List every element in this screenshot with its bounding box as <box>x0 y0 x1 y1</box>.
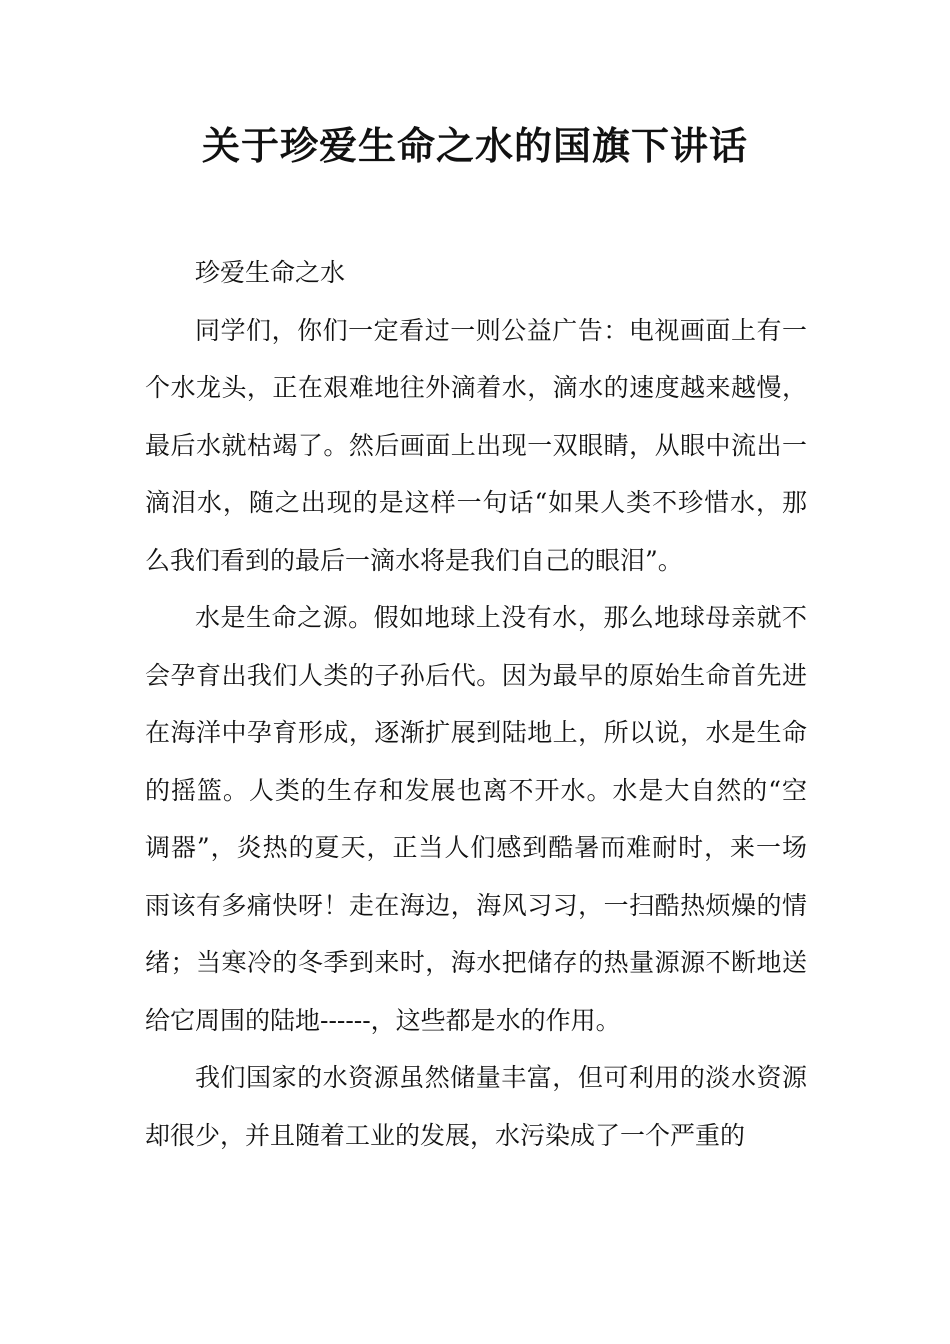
paragraph-subtitle: 珍爱生命之水 <box>195 258 346 287</box>
paragraph-advertisement: 同学们，你们一定看过一则公益广告：电视画面上有一个水龙头，正在艰难地往外滴着水，滴水的速度越来越慢，最后水就枯竭了。然后画面上出现一双眼睛，从眼中流出一滴泪水，随之出现的是这样一句话“如果人类不珍惜水，那么我们看到的最后一滴水将是我们自己的眼泪”。 <box>145 315 807 575</box>
paragraph-water-resources: 我们国家的水资源虽然储量丰富，但可利用的淡水资源却很少，并且随着工业的发展，水污染成了一个严重的 <box>145 1063 807 1150</box>
document-title: 关于珍爱生命之水的国旗下讲话 <box>201 123 748 168</box>
document-body <box>145 244 807 1164</box>
paragraph-source-of-life: 水是生命之源。假如地球上没有水，那么地球母亲就不会孕育出我们人类的子孙后代。因为最早的原始生命首先进在海洋中孕育形成，逐渐扩展到陆地上，所以说，水是生命的摇篮。人类的生存和发展也离不开水。水是大自然的“空调器”，炎热的夏天，正当人们感到酷暑而难耐时，来一场雨该有多痛快呀！走在海边，海风习习，一扫酷热烦燥的情绪；当寒冷的冬季到来时，海水把储存的热量源源不断地送给它周围的陆地------，这些都是水的作用。 <box>145 603 807 1035</box>
